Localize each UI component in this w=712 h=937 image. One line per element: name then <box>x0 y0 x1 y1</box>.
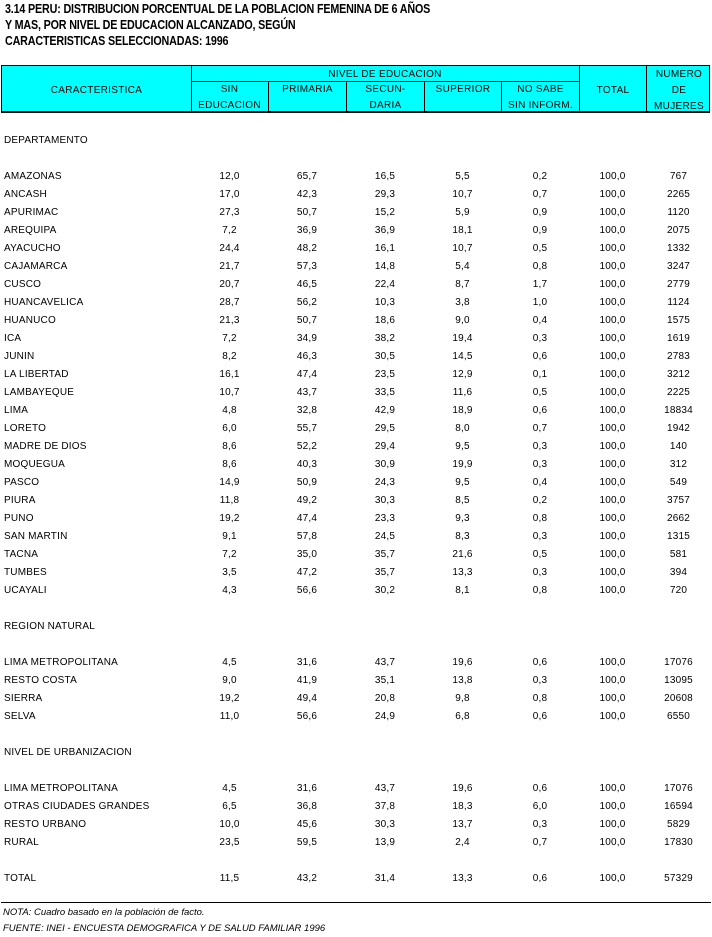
row-label: AMAZONAS <box>4 171 62 182</box>
row-value: 16,1 <box>219 369 240 380</box>
row-value: 21,7 <box>219 261 240 272</box>
row-value: 0,3 <box>532 459 548 470</box>
row-value: 40,3 <box>296 459 318 470</box>
row-value: 2075 <box>666 225 691 236</box>
row-value: 31,6 <box>296 657 318 668</box>
row-value: 57329 <box>664 873 693 884</box>
row-value: 9,3 <box>455 513 470 524</box>
row-value: 0,5 <box>532 243 548 254</box>
row-value: 35,7 <box>374 549 396 560</box>
row-value: 100,0 <box>599 279 626 290</box>
row-value: 30,3 <box>374 819 396 830</box>
row-value: 28,7 <box>219 297 240 308</box>
header-numero-mujeres: NUMERO DE MUJERES <box>654 69 704 112</box>
row-value: 4,5 <box>222 783 237 794</box>
row-value: 100,0 <box>599 801 626 812</box>
section-heading: DEPARTAMENTO <box>4 135 88 146</box>
row-value: 17830 <box>664 837 693 848</box>
row-value: 0,4 <box>532 315 548 326</box>
header-caracteristica: CARACTERISTICA <box>50 85 143 96</box>
row-value: 16,1 <box>374 243 396 254</box>
row-value: 29,5 <box>374 423 396 434</box>
header-nivel-educacion: NIVEL DE EDUCACION <box>328 69 442 80</box>
row-value: 0,4 <box>532 477 548 488</box>
row-value: 18,6 <box>374 315 396 326</box>
row-value: 10,7 <box>452 243 473 254</box>
row-label: LORETO <box>4 423 47 434</box>
row-value: 18,1 <box>452 225 473 236</box>
row-value: 8,1 <box>455 585 470 596</box>
row-value: 0,5 <box>532 549 548 560</box>
row-value: 100,0 <box>599 837 626 848</box>
row-value: 100,0 <box>599 369 626 380</box>
row-value: 14,8 <box>374 261 396 272</box>
row-value: 0,8 <box>532 261 548 272</box>
row-label: SAN MARTIN <box>4 531 68 542</box>
row-value: 59,5 <box>296 837 318 848</box>
row-label: PUNO <box>4 513 34 524</box>
row-value: 100,0 <box>599 243 626 254</box>
row-label: HUANUCO <box>4 315 56 326</box>
header-primaria: PRIMARIA <box>282 84 333 95</box>
row-value: 19,6 <box>452 657 473 668</box>
row-value: 0,9 <box>532 225 548 236</box>
row-value: 19,2 <box>219 693 240 704</box>
row-label: CUSCO <box>4 279 42 290</box>
row-value: 0,9 <box>532 207 548 218</box>
row-value: 8,6 <box>222 441 237 452</box>
row-value: 0,7 <box>532 189 548 200</box>
row-value: 21,3 <box>219 315 240 326</box>
row-value: 14,9 <box>219 477 240 488</box>
row-value: 100,0 <box>599 297 626 308</box>
row-value: 6,0 <box>532 801 548 812</box>
row-value: 0,6 <box>532 657 548 668</box>
row-label: LAMBAYEQUE <box>4 387 75 398</box>
row-value: 32,8 <box>296 405 318 416</box>
row-value: 100,0 <box>599 423 626 434</box>
row-value: 11,5 <box>219 873 240 884</box>
row-value: 3,5 <box>222 567 237 578</box>
row-value: 0,7 <box>532 423 548 434</box>
row-label: MADRE DE DIOS <box>4 441 87 452</box>
row-value: 10,3 <box>374 297 396 308</box>
row-value: 20608 <box>664 693 693 704</box>
row-value: 19,9 <box>452 459 473 470</box>
section-heading: NIVEL DE URBANIZACION <box>4 747 132 758</box>
row-value: 100,0 <box>599 567 626 578</box>
row-label: RESTO URBANO <box>4 819 87 830</box>
row-value: 20,7 <box>219 279 240 290</box>
row-value: 45,6 <box>296 819 318 830</box>
row-value: 3247 <box>666 261 691 272</box>
row-value: 1,0 <box>532 297 548 308</box>
row-value: 1120 <box>667 207 690 218</box>
row-value: 30,2 <box>374 585 396 596</box>
row-value: 100,0 <box>599 477 626 488</box>
row-label: PASCO <box>4 477 40 488</box>
row-value: 100,0 <box>599 351 626 362</box>
row-label: UCAYALI <box>4 585 47 596</box>
row-label: ANCASH <box>4 189 47 200</box>
row-value: 13,3 <box>452 873 473 884</box>
row-value: 0,3 <box>532 567 548 578</box>
row-value: 6550 <box>666 711 691 722</box>
row-label: TOTAL <box>4 873 37 884</box>
row-value: 0,8 <box>532 585 548 596</box>
row-value: 13095 <box>664 675 693 686</box>
row-value: 100,0 <box>599 189 626 200</box>
row-value: 52,2 <box>296 441 318 452</box>
row-value: 43,7 <box>374 783 396 794</box>
row-value: 9,0 <box>222 675 237 686</box>
row-value: 35,1 <box>374 675 396 686</box>
header-superior: SUPERIOR <box>435 84 491 95</box>
row-value: 100,0 <box>599 873 626 884</box>
row-value: 100,0 <box>599 387 626 398</box>
row-value: 43,7 <box>374 657 396 668</box>
row-value: 0,3 <box>532 675 548 686</box>
row-value: 36,9 <box>296 225 318 236</box>
row-value: 9,0 <box>455 315 470 326</box>
row-value: 5829 <box>666 819 691 830</box>
row-value: 18,3 <box>452 801 473 812</box>
row-value: 18,9 <box>452 405 473 416</box>
row-value: 17076 <box>664 783 693 794</box>
row-value: 100,0 <box>599 513 626 524</box>
row-value: 50,9 <box>296 477 318 488</box>
row-value: 56,2 <box>296 297 318 308</box>
row-value: 1575 <box>666 315 691 326</box>
row-value: 100,0 <box>599 405 626 416</box>
row-label: RESTO COSTA <box>4 675 77 686</box>
row-value: 14,5 <box>452 351 473 362</box>
row-value: 5,9 <box>455 207 470 218</box>
row-value: 1315 <box>666 531 691 542</box>
row-value: 24,5 <box>374 531 396 542</box>
row-label: ICA <box>4 333 22 344</box>
row-value: 48,2 <box>296 243 318 254</box>
row-label: LIMA METROPOLITANA <box>4 783 118 794</box>
row-value: 0,3 <box>532 333 548 344</box>
row-value: 57,3 <box>296 261 318 272</box>
row-value: 10,0 <box>219 819 240 830</box>
row-value: 1,7 <box>532 279 548 290</box>
row-value: 30,5 <box>374 351 396 362</box>
row-value: 100,0 <box>599 711 626 722</box>
row-value: 5,4 <box>455 261 470 272</box>
row-label: AYACUCHO <box>4 243 61 254</box>
row-label: JUNIN <box>4 351 35 362</box>
row-value: 49,4 <box>296 693 318 704</box>
row-value: 100,0 <box>599 819 626 830</box>
row-value: 3,8 <box>455 297 470 308</box>
row-value: 65,7 <box>296 171 318 182</box>
table-title-line-3: CARACTERISTICAS SELECCIONADAS: 1996 <box>5 34 229 48</box>
row-value: 15,2 <box>374 207 396 218</box>
row-value: 394 <box>669 567 688 578</box>
table-title-line-1: 3.14 PERU: DISTRIBUCION PORCENTUAL DE LA POBLACION FEMENINA DE 6 AÑOS <box>5 2 431 16</box>
row-value: 12,0 <box>219 171 240 182</box>
footnote-fuente: FUENTE: INEI - ENCUESTA DEMOGRAFICA Y DE SALUD FAMILIAR 1996 <box>3 923 326 934</box>
row-value: 46,3 <box>296 351 318 362</box>
row-value: 10,7 <box>452 189 473 200</box>
row-value: 11,6 <box>452 387 473 398</box>
row-value: 19,4 <box>452 333 473 344</box>
table-header <box>1 65 710 113</box>
row-value: 8,0 <box>455 423 470 434</box>
row-value: 3757 <box>666 495 691 506</box>
row-value: 100,0 <box>599 207 626 218</box>
row-value: 50,7 <box>296 315 318 326</box>
row-value: 2225 <box>666 387 691 398</box>
header-total: TOTAL <box>596 85 630 96</box>
row-label: SELVA <box>4 711 36 722</box>
row-label: PIURA <box>4 495 36 506</box>
row-value: 100,0 <box>599 171 626 182</box>
row-label: LIMA METROPOLITANA <box>4 657 118 668</box>
row-value: 6,8 <box>455 711 470 722</box>
row-value: 30,3 <box>374 495 396 506</box>
row-value: 13,3 <box>452 567 473 578</box>
row-value: 0,8 <box>532 693 548 704</box>
table-title-line-2: Y MAS, POR NIVEL DE EDUCACION ALCANZADO, SEGÚN <box>5 18 296 32</box>
row-value: 0,3 <box>532 819 548 830</box>
row-value: 0,6 <box>532 405 548 416</box>
row-value: 0,3 <box>532 531 548 542</box>
row-value: 55,7 <box>296 423 318 434</box>
row-label: LIMA <box>4 405 29 416</box>
row-value: 100,0 <box>599 495 626 506</box>
row-value: 720 <box>669 585 688 596</box>
row-value: 4,8 <box>222 405 237 416</box>
row-label: CAJAMARCA <box>4 261 68 272</box>
row-value: 8,7 <box>455 279 470 290</box>
row-value: 34,9 <box>296 333 318 344</box>
row-value: 19,2 <box>219 513 240 524</box>
row-value: 3212 <box>666 369 691 380</box>
row-value: 7,2 <box>222 333 237 344</box>
row-value: 0,5 <box>532 387 548 398</box>
row-value: 0,7 <box>532 837 548 848</box>
row-value: 767 <box>669 171 688 182</box>
row-value: 100,0 <box>599 783 626 794</box>
header-secundaria: SECUN- DARIA <box>365 84 406 111</box>
row-value: 47,2 <box>296 567 318 578</box>
row-value: 36,8 <box>296 801 318 812</box>
row-value: 100,0 <box>599 549 626 560</box>
row-value: 16,5 <box>374 171 396 182</box>
row-value: 36,9 <box>374 225 396 236</box>
row-label: AREQUIPA <box>4 225 57 236</box>
row-value: 9,5 <box>455 441 470 452</box>
row-value: 100,0 <box>599 693 626 704</box>
row-value: 30,9 <box>374 459 396 470</box>
row-value: 140 <box>669 441 688 452</box>
row-value: 100,0 <box>599 531 626 542</box>
row-value: 0,6 <box>532 873 548 884</box>
section-heading: REGION NATURAL <box>4 621 95 632</box>
row-label: APURIMAC <box>4 207 59 218</box>
row-value: 7,2 <box>222 225 237 236</box>
row-value: 10,7 <box>219 387 240 398</box>
row-value: 46,5 <box>296 279 318 290</box>
row-value: 100,0 <box>599 315 626 326</box>
header-no-sabe: NO SABE SIN INFORM. <box>508 84 573 111</box>
row-value: 0,1 <box>532 369 548 380</box>
row-value: 2662 <box>666 513 691 524</box>
row-value: 0,6 <box>532 351 548 362</box>
row-value: 5,5 <box>455 171 470 182</box>
row-value: 37,8 <box>374 801 396 812</box>
row-value: 22,4 <box>374 279 396 290</box>
row-value: 0,8 <box>532 513 548 524</box>
row-value: 42,3 <box>296 189 318 200</box>
row-value: 24,9 <box>374 711 396 722</box>
row-value: 13,7 <box>452 819 473 830</box>
row-value: 50,7 <box>296 207 318 218</box>
row-value: 42,9 <box>374 405 396 416</box>
row-value: 0,2 <box>532 171 548 182</box>
row-label: SIERRA <box>4 693 43 704</box>
row-value: 23,5 <box>219 837 240 848</box>
row-value: 35,7 <box>374 567 396 578</box>
footer-divider <box>1 902 711 903</box>
row-value: 0,2 <box>532 495 548 506</box>
row-value: 35,0 <box>296 549 318 560</box>
row-value: 23,5 <box>374 369 396 380</box>
row-value: 1332 <box>666 243 691 254</box>
row-value: 1619 <box>666 333 691 344</box>
row-value: 8,6 <box>222 459 237 470</box>
row-value: 13,8 <box>452 675 473 686</box>
row-value: 100,0 <box>599 225 626 236</box>
row-value: 1942 <box>666 423 691 434</box>
row-label: TUMBES <box>4 567 47 578</box>
row-value: 57,8 <box>296 531 318 542</box>
row-value: 56,6 <box>296 585 318 596</box>
row-value: 8,3 <box>455 531 470 542</box>
row-value: 18834 <box>664 405 693 416</box>
row-value: 100,0 <box>599 675 626 686</box>
row-value: 33,5 <box>374 387 396 398</box>
footnote-nota: NOTA: Cuadro basado en la población de facto. <box>3 907 205 918</box>
row-value: 47,4 <box>296 513 318 524</box>
row-value: 100,0 <box>599 459 626 470</box>
header-sin-educacion: SIN EDUCACION <box>198 84 261 111</box>
row-label: RURAL <box>4 837 39 848</box>
row-value: 38,2 <box>374 333 396 344</box>
row-value: 2779 <box>666 279 691 290</box>
row-value: 31,6 <box>296 783 318 794</box>
row-label: LA LIBERTAD <box>4 369 69 380</box>
row-value: 1124 <box>667 297 690 308</box>
row-value: 8,5 <box>455 495 470 506</box>
row-value: 100,0 <box>599 657 626 668</box>
row-value: 8,2 <box>222 351 237 362</box>
row-value: 581 <box>669 549 688 560</box>
row-value: 100,0 <box>599 333 626 344</box>
row-value: 17,0 <box>219 189 240 200</box>
row-value: 13,9 <box>374 837 396 848</box>
row-value: 12,9 <box>452 369 473 380</box>
row-value: 9,1 <box>222 531 237 542</box>
row-value: 23,3 <box>374 513 396 524</box>
row-value: 47,4 <box>296 369 318 380</box>
row-value: 49,2 <box>296 495 318 506</box>
row-value: 0,3 <box>532 441 548 452</box>
row-value: 6,0 <box>222 423 237 434</box>
row-value: 0,6 <box>532 711 548 722</box>
row-value: 100,0 <box>599 585 626 596</box>
row-value: 312 <box>669 459 688 470</box>
row-label: OTRAS CIUDADES GRANDES <box>4 801 150 812</box>
row-value: 17076 <box>664 657 693 668</box>
row-value: 21,6 <box>452 549 473 560</box>
row-value: 11,8 <box>219 495 240 506</box>
row-value: 11,0 <box>219 711 240 722</box>
row-value: 24,4 <box>219 243 240 254</box>
row-value: 9,8 <box>455 693 470 704</box>
row-label: HUANCAVELICA <box>4 297 84 308</box>
row-value: 0,6 <box>532 783 548 794</box>
row-value: 6,5 <box>222 801 237 812</box>
row-value: 27,3 <box>219 207 240 218</box>
row-label: TACNA <box>4 549 39 560</box>
row-label: MOQUEGUA <box>4 459 66 470</box>
row-value: 24,3 <box>374 477 396 488</box>
row-value: 7,2 <box>222 549 237 560</box>
row-value: 100,0 <box>599 441 626 452</box>
row-value: 9,5 <box>455 477 470 488</box>
row-value: 43,2 <box>296 873 318 884</box>
row-value: 29,3 <box>374 189 396 200</box>
row-value: 20,8 <box>374 693 396 704</box>
row-value: 4,5 <box>222 657 237 668</box>
row-value: 29,4 <box>374 441 396 452</box>
row-value: 2265 <box>666 189 691 200</box>
row-value: 16594 <box>664 801 693 812</box>
row-value: 4,3 <box>222 585 237 596</box>
row-value: 2783 <box>666 351 691 362</box>
row-value: 56,6 <box>296 711 318 722</box>
row-value: 549 <box>669 477 688 488</box>
row-value: 100,0 <box>599 261 626 272</box>
row-value: 19,6 <box>452 783 473 794</box>
row-value: 31,4 <box>374 873 396 884</box>
row-value: 2,4 <box>455 837 470 848</box>
row-value: 43,7 <box>296 387 318 398</box>
row-value: 41,9 <box>296 675 318 686</box>
